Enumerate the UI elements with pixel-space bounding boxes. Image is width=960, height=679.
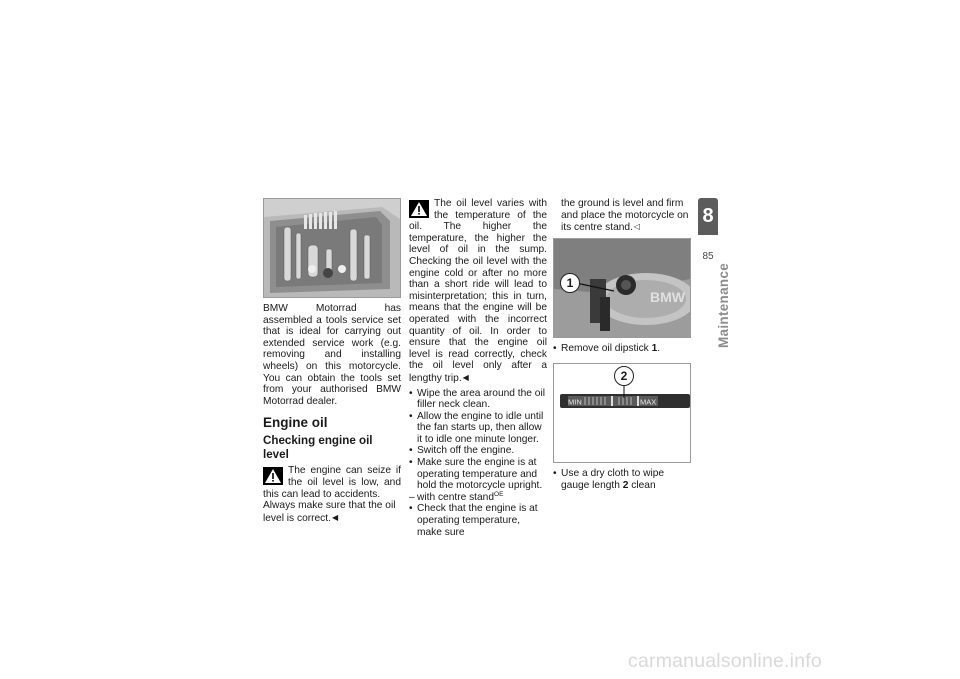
chapter-title: Maintenance [716, 262, 731, 348]
list-item: • Check that the engine is at operating temperature, make sure [409, 503, 547, 538]
end-of-section-marker [633, 222, 640, 233]
warning-block-1 [263, 465, 401, 524]
engine-dipstick-photo [553, 238, 691, 338]
page-number: 85 [702, 251, 714, 262]
warning-note-1 [263, 500, 401, 524]
column-1 [263, 198, 401, 524]
option-text: with centre stand [417, 491, 495, 503]
dipstick-max-label: MAX [640, 397, 657, 407]
end-of-section-marker [331, 513, 338, 524]
end-of-section-marker [462, 373, 469, 384]
list-item [553, 343, 691, 355]
list-item: • Switch off the engine. [409, 445, 547, 457]
checking-oil-level-heading: Checking engine oil level [263, 434, 373, 462]
option-item [409, 492, 547, 504]
warning-icon [409, 200, 429, 218]
step-text: Use a dry cloth to wipe gauge length [561, 468, 665, 491]
step-ref: 1 [651, 342, 658, 354]
remove-dipstick-list [553, 343, 691, 355]
step-ref: 2 [622, 479, 629, 491]
dipstick-min-label: MIN [568, 397, 582, 407]
callout-2: 2 [614, 366, 634, 386]
warning-text-1: The engine can seize if the oil level is low, and this can lead to accidents. [263, 465, 401, 500]
callout-1: 1 [560, 273, 580, 293]
watermark: carmanualsonline.info [628, 650, 822, 672]
list-item: • Wipe the area around the oil filler neck clean. [409, 388, 547, 411]
column-2 [409, 198, 547, 538]
list-item: • Allow the engine to idle until the fan starts up, then allow it to idle one minute longer. [409, 411, 547, 446]
warning-icon [263, 467, 283, 485]
warning-text-2-body: The oil level varies with the temperature of the oil. The higher the temperature, the higher the level of oil in the sump. Checking the oil level with the engine cold or after no more than a short ride will lead to misinterpretation; this in turn, means that the engine will be operated with the incorrect quantity of oil. In order to ensure that the engine oil level is read correctly, check the oil level only after a lengthy trip. [409, 198, 547, 384]
chapter-number: 8 [702, 205, 714, 227]
list-item: • Make sure the engine is at operating temperature and hold the motorcycle upright. [409, 457, 547, 492]
step-suffix: . [657, 342, 661, 354]
dipstick-gauge-photo [553, 363, 691, 463]
step-text: Remove oil dipstick [561, 342, 652, 354]
intro-paragraph: BMW Motorrad has assembled a tools service set that is ideal for carrying out extended service work (e.g. removing and installing wheels) on this motorcycle. You can obtain the tools set from your authorised BMW Motorrad dealer. [263, 303, 401, 407]
tool-set-photo [263, 198, 401, 298]
option-superscript: OE [494, 490, 504, 498]
continuation-body: the ground is level and firm and place the motorcycle on its centre stand. [561, 198, 689, 234]
warning-block-2 [409, 198, 547, 385]
wipe-gauge-list [553, 468, 691, 491]
engine-oil-heading: Engine oil [263, 415, 328, 431]
continuation-text [553, 198, 691, 234]
step-suffix: clean [628, 479, 656, 491]
warning-note-text: Always make sure that the oil level is correct. [263, 500, 396, 524]
list-item [553, 468, 691, 491]
engine-logo: BMW [650, 288, 685, 305]
warning-text-2 [409, 198, 547, 385]
check-steps-list [409, 388, 547, 539]
chapter-number-tab [698, 198, 718, 235]
column-3 [553, 198, 691, 492]
